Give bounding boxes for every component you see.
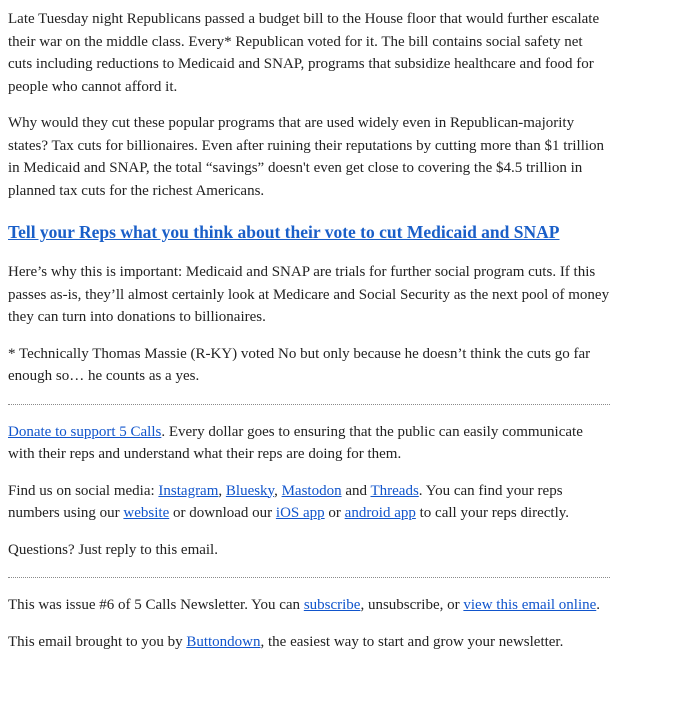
call-to-action [8, 220, 610, 244]
donate-text: . Every dollar goes to ensuring that the public can easily communicate with their reps and understand what their reps are doing for them. [8, 423, 583, 462]
social-prefix: Find us on social media: [8, 482, 159, 499]
brought-by-paragraph [8, 631, 610, 654]
threads-link[interactable]: Threads [370, 482, 419, 499]
social-paragraph [8, 480, 610, 525]
footer-prefix: This was issue #6 of 5 Calls Newsletter. You can [8, 597, 304, 613]
social-or-text: or download our [169, 505, 276, 521]
footer-suffix: . [596, 597, 601, 613]
divider [8, 577, 610, 578]
donate-link[interactable]: Donate to support 5 Calls [8, 423, 162, 440]
social-mid-text: . You can find your reps numbers using our [8, 482, 563, 521]
bluesky-link[interactable]: Bluesky [225, 482, 275, 499]
social-separator: , [274, 482, 282, 499]
social-or-text: or [324, 505, 345, 521]
ios-app-link[interactable]: iOS app [275, 505, 325, 521]
footer-mid-text: , unsubscribe, or [360, 597, 464, 613]
mastodon-link[interactable]: Mastodon [281, 482, 342, 499]
instagram-link[interactable]: Instagram [158, 482, 219, 499]
tell-your-reps-link[interactable]: Tell your Reps what you think about their vote to cut Medicaid and SNAP [8, 222, 560, 242]
android-app-link[interactable]: android app [344, 505, 416, 521]
tax-cuts-paragraph: Why would they cut these popular programs that are used widely even in Republican-majority states? Tax cuts for billionaires. Even after ruining their reputations by cutting more than $1 trillion in Medicaid and SNAP, the total “savings” doesn't even get close to covering the $4.5 trillion in planned tax cuts for the richest Americans. [8, 115, 605, 199]
buttondown-link[interactable]: Buttondown [186, 633, 261, 650]
intro-paragraph: Late Tuesday night Republicans passed a budget bill to the House floor that would further escalate their war on the middle class. Every* Republican voted for it. The bill contains social safety net cuts including reductions to Medicaid and SNAP, programs that subsidize healthcare and food for people who cannot afford it. [8, 11, 600, 95]
subscribe-link[interactable]: subscribe [303, 597, 361, 613]
footnote-paragraph: * Technically Thomas Massie (R-KY) voted No but only because he doesn’t think the cuts go far enough so… he counts as a yes. [8, 345, 591, 384]
donate-paragraph [8, 421, 610, 466]
social-and: and [341, 482, 371, 499]
newsletter-body [8, 8, 610, 667]
view-online-link[interactable]: view this email online [463, 597, 597, 613]
brought-prefix: This email brought to you by [8, 633, 187, 650]
brought-suffix: , the easiest way to start and grow your newsletter. [260, 633, 564, 650]
divider [8, 404, 610, 405]
issue-footer-paragraph [8, 594, 610, 617]
social-suffix: to call your reps directly. [415, 505, 570, 521]
website-link[interactable]: website [123, 505, 170, 521]
social-separator: , [218, 482, 226, 499]
importance-paragraph: Here’s why this is important: Medicaid and SNAP are trials for further social program cuts. If this passes as-is, they’ll almost certainly look at Medicare and Social Security as the next pool of money they can turn into donations to billionaires. [8, 264, 610, 325]
questions-paragraph: Questions? Just reply to this email. [8, 541, 218, 558]
